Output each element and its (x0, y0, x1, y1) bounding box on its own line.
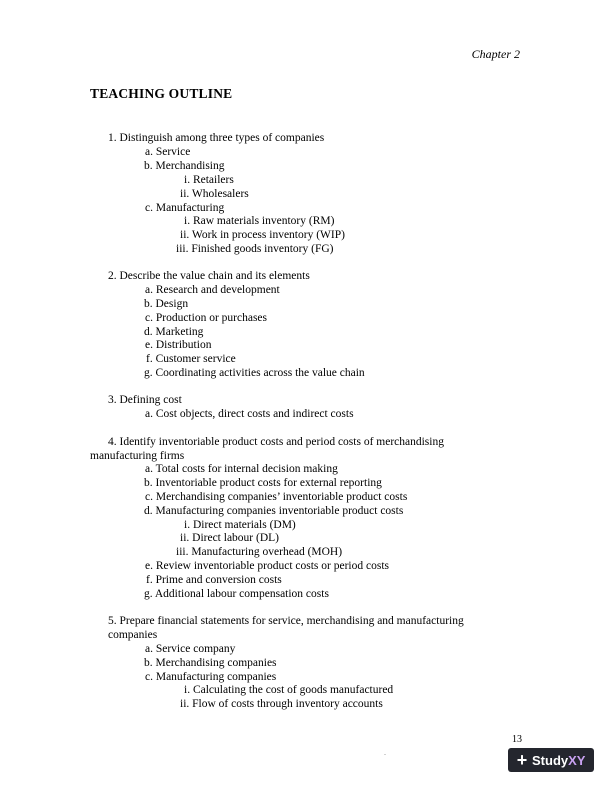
list-item: d. Marketing (144, 326, 204, 338)
list-item: a. Cost objects, direct costs and indirect costs (145, 408, 354, 420)
studyxy-badge[interactable] (508, 748, 594, 772)
list-item: a. Research and development (145, 284, 280, 296)
list-item: iii. Manufacturing overhead (MOH) (176, 546, 343, 558)
list-item: ii. Flow of costs through inventory accounts (180, 698, 383, 710)
list-item: f. Customer service (146, 353, 236, 365)
list-item: d. Manufacturing companies inventoriable product costs (144, 505, 404, 517)
list-item: c. Manufacturing companies (145, 671, 277, 683)
chapter-header: Chapter 2 (471, 47, 520, 61)
list-item: b. Merchandising companies (144, 657, 277, 669)
brand-name: Study (532, 752, 569, 768)
list-item: i. Retailers (184, 174, 234, 186)
list-item: f. Prime and conversion costs (146, 574, 282, 586)
list-item: b. Inventoriable product costs for external reporting (144, 477, 382, 489)
list-item: i. Raw materials inventory (RM) (184, 215, 335, 227)
list-item: c. Merchandising companies’ inventoriable product costs (145, 491, 408, 503)
page-number: 13 (512, 734, 522, 745)
plus-icon: + (516, 750, 528, 770)
section-1-heading: 1. Distinguish among three types of companies (108, 132, 325, 144)
footer-dot: . (384, 748, 386, 757)
list-item: a. Service (145, 146, 191, 158)
list-item: a. Service company (145, 643, 236, 655)
list-item: i. Calculating the cost of goods manufactured (184, 684, 394, 696)
list-item: ii. Wholesalers (180, 188, 249, 200)
list-item: c. Manufacturing (145, 202, 225, 214)
list-item: ii. Direct labour (DL) (180, 532, 279, 544)
list-item: a. Total costs for internal decision making (145, 463, 338, 475)
list-item: ii. Work in process inventory (WIP) (180, 229, 345, 241)
list-item: g. Coordinating activities across the value chain (144, 367, 365, 379)
list-item: iii. Finished goods inventory (FG) (176, 243, 334, 255)
brand-accent: XY (568, 752, 586, 768)
section-5-heading: 5. Prepare financial statements for service, merchandising and manufacturing (108, 615, 464, 627)
section-4-heading: 4. Identify inventoriable product costs and period costs of merchandising (108, 436, 444, 448)
list-item: e. Review inventoriable product costs or period costs (145, 560, 389, 572)
page-title: TEACHING OUTLINE (90, 86, 233, 101)
list-item: b. Design (144, 298, 189, 310)
section-5-heading-cont: companies (108, 629, 158, 641)
section-4-heading-cont: manufacturing firms (90, 450, 185, 462)
section-2-heading: 2. Describe the value chain and its elements (108, 270, 310, 282)
list-item: c. Production or purchases (145, 312, 267, 324)
list-item: e. Distribution (145, 339, 212, 351)
list-item: g. Additional labour compensation costs (144, 588, 329, 600)
list-item: i. Direct materials (DM) (184, 519, 296, 531)
section-3-heading: 3. Defining cost (108, 394, 182, 406)
list-item: b. Merchandising (144, 160, 225, 172)
